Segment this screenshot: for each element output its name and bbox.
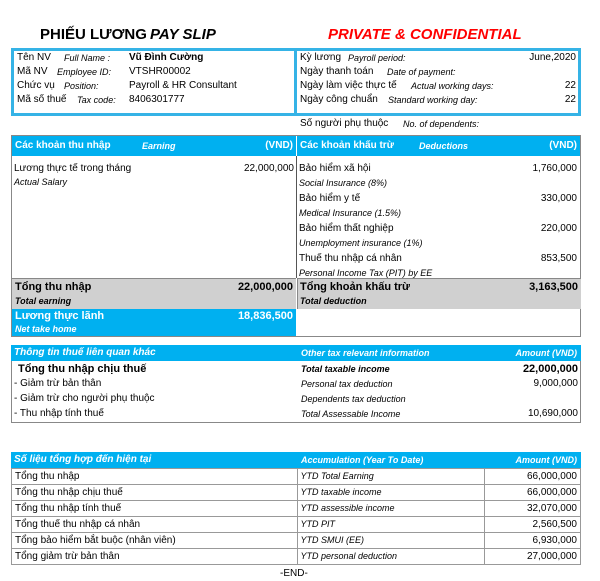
dependents-label-en: No. of dependents:	[403, 119, 480, 129]
deduction-item-value: 1,760,000	[532, 163, 577, 174]
net-take-home-value: 18,836,500	[237, 310, 293, 322]
earning-item-en: Actual Salary	[14, 177, 68, 187]
deduction-item-vn: Bảo hiểm xã hội	[299, 163, 371, 174]
total-deduction-value: 3,163,500	[529, 281, 578, 293]
tax-row-value: 10,690,000	[527, 408, 578, 419]
deduction-item-en: Personal Income Tax (PIT) by EE	[299, 268, 433, 278]
tax-row-vn: - Giảm trừ bản thân	[14, 378, 102, 389]
ytd-row-vn: Tổng thu nhập tính thuế	[12, 501, 298, 517]
ytd-row-value: 66,000,000	[485, 469, 581, 485]
confidential-label: PRIVATE & CONFIDENTIAL	[328, 26, 522, 43]
deduction-item-vn: Thuế thu nhập cá nhân	[299, 253, 402, 264]
ytd-table	[11, 468, 581, 565]
total-earning-vn: Tổng thu nhập	[15, 281, 92, 293]
payment-date-label-en: Date of payment:	[387, 67, 456, 77]
dependents-row	[300, 117, 576, 131]
name-value: Vũ Đình Cường	[129, 52, 204, 63]
period-info	[300, 51, 576, 107]
tax-info-row	[14, 392, 578, 407]
ytd-row	[12, 517, 581, 533]
ytd-row-value: 66,000,000	[485, 485, 581, 501]
ytd-header	[11, 452, 581, 468]
ytd-header-en: Accumulation (Year To Date)	[301, 455, 424, 465]
ytd-row	[12, 533, 581, 549]
taxcode-label-en: Tax code:	[77, 95, 116, 105]
deduction-header-en: Deductions	[419, 141, 469, 151]
taxcode-label: Mã số thuế	[17, 94, 67, 105]
earning-item-vn: Lương thực tế trong tháng	[14, 163, 132, 174]
actual-days-label-en: Actual working days:	[411, 81, 494, 91]
standard-days-value: 22	[564, 94, 576, 105]
standard-days-label-en: Standard working day:	[388, 95, 478, 105]
tax-row-en: Personal tax deduction	[301, 379, 393, 389]
id-label: Mã NV	[17, 66, 48, 77]
standard-days-label: Ngày công chuẩn	[300, 94, 378, 105]
actual-days-label: Ngày làm việc thực tế	[300, 80, 397, 91]
ytd-row-value: 27,000,000	[485, 549, 581, 565]
tax-row-en: Total taxable income	[301, 364, 390, 374]
deduction-item-vn: Bảo hiểm thất nghiệp	[299, 223, 394, 234]
title-en: PAY SLIP	[150, 26, 216, 43]
end-marker: -END-	[280, 568, 308, 579]
earning-header	[12, 136, 296, 156]
deduction-item-en: Social Insurance (8%)	[299, 178, 388, 188]
total-deduction-en: Total deduction	[300, 296, 367, 306]
id-value: VTSHR00002	[129, 66, 191, 77]
tax-info-header-en: Other tax relevant information	[301, 348, 430, 358]
total-earning-row	[12, 278, 296, 309]
position-label: Chức vụ	[17, 80, 55, 91]
total-earning-en: Total earning	[15, 296, 72, 306]
deduction-item-value: 330,000	[540, 193, 577, 204]
tax-info-header-unit: Amount (VND)	[515, 348, 577, 358]
position-value: Payroll & HR Consultant	[129, 80, 237, 91]
ytd-row	[12, 549, 581, 565]
ytd-row-en: YTD SMUI (EE)	[297, 533, 485, 549]
deduction-header-vn: Các khoản khấu trừ	[300, 140, 394, 151]
ytd-row	[12, 469, 581, 485]
tax-row-en: Dependents tax deduction	[301, 394, 406, 404]
deduction-item-en: Medical Insurance (1.5%)	[299, 208, 402, 218]
ytd-row-vn: Tổng thu nhập chịu thuế	[12, 485, 298, 501]
tax-info-rows	[14, 362, 578, 422]
deduction-item-vn: Bảo hiểm y tế	[299, 193, 361, 204]
ytd-row-en: YTD assessible income	[297, 501, 485, 517]
title-vn: PHIẾU LƯƠNG	[40, 26, 147, 43]
deduction-header	[297, 136, 580, 156]
ytd-row-vn: Tổng bảo hiểm bắt buộc (nhân viên)	[12, 533, 298, 549]
total-earning-value: 22,000,000	[237, 281, 293, 293]
tax-row-en: Total Assessable Income	[301, 409, 401, 419]
tax-info-row	[14, 407, 578, 422]
ytd-header-vn: Số liệu tổng hợp đến hiện tại	[14, 454, 152, 465]
earning-header-vn: Các khoản thu nhập	[15, 140, 111, 151]
ytd-row-value: 32,070,000	[485, 501, 581, 517]
position-label-en: Position:	[64, 81, 99, 91]
dependents-label: Số người phụ thuộc	[300, 118, 389, 129]
earning-header-en: Earning	[142, 141, 176, 151]
actual-days-value: 22	[564, 80, 576, 91]
ytd-row-value: 2,560,500	[485, 517, 581, 533]
name-label-en: Full Name :	[64, 53, 111, 63]
tax-row-value: 9,000,000	[533, 378, 578, 389]
period-value: June,2020	[529, 52, 576, 63]
name-label: Tên NV	[17, 52, 51, 63]
tax-row-value: 22,000,000	[522, 363, 578, 375]
ytd-row-en: YTD Total Earning	[297, 469, 485, 485]
ytd-row-en: YTD taxable income	[297, 485, 485, 501]
tax-row-vn: Tổng thu nhập chịu thuế	[18, 363, 147, 375]
deduction-item-value: 853,500	[540, 253, 577, 264]
deduction-list	[299, 162, 577, 280]
ytd-row-en: YTD personal deduction	[297, 549, 485, 565]
total-deduction-row	[297, 278, 581, 309]
ytd-row-vn: Tổng thuế thu nhập cá nhân	[12, 517, 298, 533]
ytd-header-unit: Amount (VND)	[515, 455, 577, 465]
id-label-en: Employee ID:	[57, 67, 112, 77]
ytd-row	[12, 501, 581, 517]
ytd-row-vn: Tổng thu nhập	[12, 469, 298, 485]
net-take-home-en: Net take home	[15, 324, 77, 334]
deduction-header-unit: (VND)	[549, 140, 577, 151]
net-take-home-row	[12, 309, 296, 336]
tax-info-header	[11, 345, 581, 361]
tax-info-row	[14, 377, 578, 392]
employee-info	[17, 51, 237, 107]
ytd-row-vn: Tổng giảm trừ bản thân	[12, 549, 298, 565]
payment-date-label: Ngày thanh toán	[300, 66, 374, 77]
tax-info-header-vn: Thông tin thuế liên quan khác	[14, 347, 156, 358]
deduction-item-value: 220,000	[540, 223, 577, 234]
earning-item-value: 22,000,000	[243, 163, 294, 174]
ytd-row-value: 6,930,000	[485, 533, 581, 549]
column-divider	[296, 156, 297, 278]
tax-info-row	[14, 362, 578, 377]
tax-row-vn: - Giảm trừ cho người phụ thuộc	[14, 393, 155, 404]
period-label-en: Payroll period:	[348, 53, 406, 63]
net-take-home-vn: Lương thực lãnh	[15, 310, 105, 322]
ytd-row	[12, 485, 581, 501]
tax-row-vn: - Thu nhập tính thuế	[14, 408, 104, 419]
period-label: Kỳ lương	[300, 52, 342, 63]
total-deduction-vn: Tổng khoản khấu trừ	[300, 281, 411, 293]
earning-item	[14, 162, 294, 188]
taxcode-value: 8406301777	[129, 94, 185, 105]
earning-header-unit: (VND)	[265, 140, 293, 151]
ytd-row-en: YTD PIT	[297, 517, 485, 533]
deduction-item-en: Unemployment insurance (1%)	[299, 238, 423, 248]
